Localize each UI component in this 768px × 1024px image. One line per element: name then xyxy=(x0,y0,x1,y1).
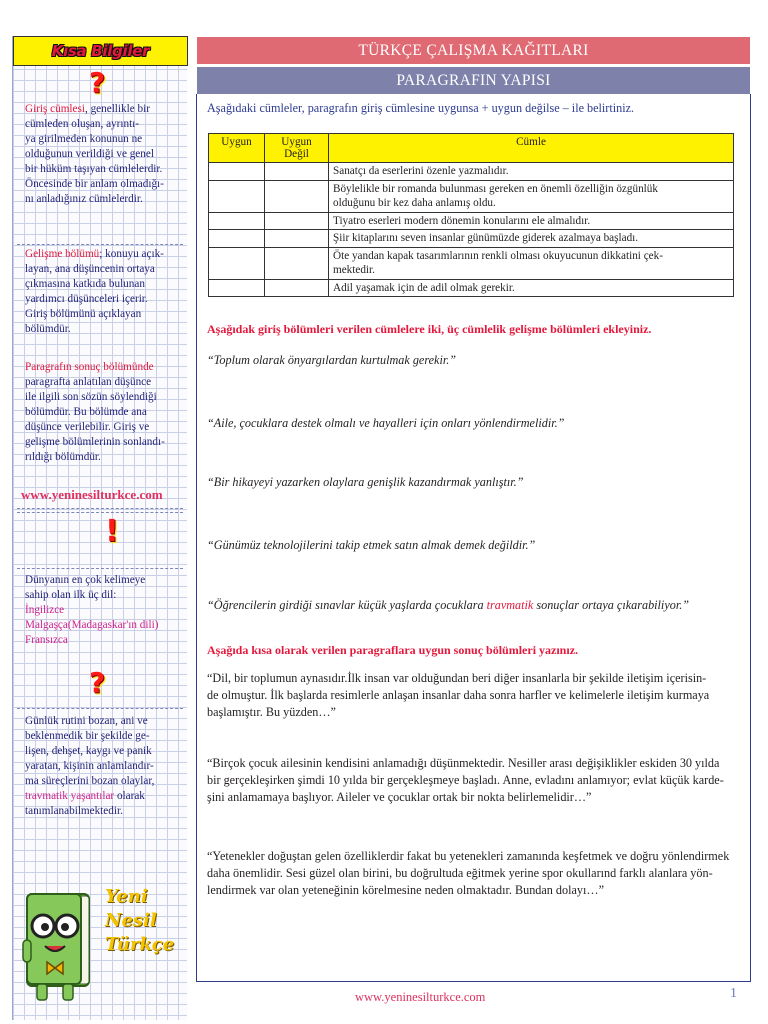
answer-cell-uygun[interactable] xyxy=(209,247,265,279)
sentence-cell: Tiyatro eserleri modern dönemin konularını ele almalıdır. xyxy=(329,212,734,230)
answer-cell-uygun[interactable] xyxy=(209,279,265,297)
gelisme-term: Gelişme bölümü xyxy=(25,248,100,260)
sentence-cell: Şiir kitaplarını seven insanlar günümüzde giderek azalmaya başladı. xyxy=(329,230,734,248)
paragraph-prompt: “Birçok çocuk ailesinin kendisini anlamadığı düşünmektedir. Nesiller arası değişiklikler eskiden 30 yılda bir gerçekleşirken şimdi 10 yılda bir gerçekleşmeye başladı. Anne, evladını anlamıyor; evlat küçük karde- şini anlamamaya başlıyor. Aileler ve çocuklar ortak bir nokta belirlemelidir…” xyxy=(207,756,724,804)
answer-cell-uygun-degil[interactable] xyxy=(265,230,329,248)
giris-term: Giriş cümlesi xyxy=(25,103,85,115)
table-row xyxy=(209,247,734,279)
brand-word-yeni: Yeni xyxy=(105,886,148,907)
sidebar-title: Kısa Bilgiler xyxy=(51,42,150,60)
answer-cell-uygun[interactable] xyxy=(209,163,265,181)
page-number: 1 xyxy=(730,986,737,1001)
section1-instruction: Aşağıdaki cümleler, paragrafın giriş cümlesine uygunsa + uygun değilse – ile belirtiniz. xyxy=(207,101,635,115)
question-mark-icon: ? xyxy=(89,66,106,99)
section2-instruction: Aşağıdak giriş bölümleri verilen cümlelere iki, üç cümlelik gelişme bölümleri ekleyiniz. xyxy=(207,322,652,336)
section3-instruction: Aşağıda kısa olarak verilen paragraflara uygun sonuç bölümleri yazınız. xyxy=(207,643,579,657)
table-row xyxy=(209,180,734,212)
divider xyxy=(17,708,183,709)
paragraph-prompt: “Dil, bir toplumun aynasıdır.İlk insan var olduğundan beri diğer insanlarla bir şekilde iletişim içerisin- de olmuştur. İlk başlarda resimlerle anlaşan insanlar daha sonra harfler ve kelimelerle iletişim kurmaya başlamıştır. Bu yüzden…” xyxy=(207,671,710,719)
answer-cell-uygun-degil[interactable] xyxy=(265,247,329,279)
table-row xyxy=(209,163,734,181)
question-mark-icon: ? xyxy=(89,666,106,699)
brand-word-turkce: Türkçe xyxy=(105,934,175,955)
table-row xyxy=(209,230,734,248)
paragraph-prompt: “Yetenekler doğuştan gelen özelliklerdir fakat bu yetenekleri zamanında keşfetmek ve doğru yönlendirmek daha önemlidir. Sesi güzel olan birini, bu doğrultuda eğitmek yerine spor okullarınd farklı alanlara yön- lendirmek var olan yeteneğinin körelmesine neden olmaktadır. Bundan dolayı…” xyxy=(207,849,730,897)
prompt-sentence: “Aile, çocuklara destek olmalı ve hayalleri için onları yönlendirmelidir.” xyxy=(207,416,565,430)
trauma-info: Günlük rutini bozan, ani ve beklenmedik bir şekilde ge- lişen, dehşet, kaygı ve panik yaratan, kişinin anlamlandır- ma süreçlerini bozan olaylar, travmatik yaşantılar olarak tanımlanabilmektedir. xyxy=(25,715,155,817)
sentence-cell: Öte yandan kapak tasarımlarının renkli olması okuyucunun dikkatini çek- mektedir. xyxy=(329,247,734,279)
worksheet-title: TÜRKÇE ÇALIŞMA KAĞITLARI xyxy=(197,37,750,64)
worksheet-subtitle: PARAGRAFIN YAPISI xyxy=(197,67,750,94)
table-row xyxy=(209,212,734,230)
sentence-cell: Sanatçı da eserlerini özenle yazmalıdır. xyxy=(329,163,734,181)
prompt-sentence: “Öğrencilerin girdiği sınavlar küçük yaşlarda çocuklara travmatik sonuçlar ortaya çıkarabiliyor.” xyxy=(207,598,690,612)
sentence-table xyxy=(208,133,734,297)
gelisme-info: Gelişme bölümü; konuyu açık- layan, ana düşüncenin ortaya çıkmasına katkıda bulunan yardımcı düşünceleri içerir. Giriş bölümünü açıklayan bölümdür. xyxy=(25,248,164,335)
divider xyxy=(17,244,183,245)
prompt-sentence: “Bir hikayeyi yazarken olaylara genişlik kazandırmak yanlıştır.” xyxy=(207,475,524,489)
info-sidebar xyxy=(12,36,187,1020)
table-header-row xyxy=(209,134,734,163)
divider xyxy=(17,508,183,509)
highlight-word: travmatik xyxy=(486,598,534,612)
prompt-sentence: “Günümüz teknolojilerini takip etmek satın almak demek değildir.” xyxy=(207,538,536,552)
sonuc-term: Paragrafın sonuç bölümünde xyxy=(25,361,154,373)
answer-cell-uygun-degil[interactable] xyxy=(265,279,329,297)
exclamation-icon: ! xyxy=(105,514,119,549)
table-row xyxy=(209,279,734,297)
header-uygun-degil: Uygun Değil xyxy=(265,134,329,163)
sidebar-website-link[interactable]: www.yeninesilturkce.com xyxy=(21,487,163,502)
answer-cell-uygun-degil[interactable] xyxy=(265,163,329,181)
prompt-sentence: “Toplum olarak önyargılardan kurtulmak gerekir.” xyxy=(207,353,457,367)
divider xyxy=(17,568,183,569)
answer-cell-uygun[interactable] xyxy=(209,230,265,248)
languages-info: Dünyanın en çok kelimeye sahip olan ilk üç dil: İngilizce Malgaşça(Madagaskar'ın dili) Fransızca xyxy=(25,574,159,646)
giris-info: Giriş cümlesi, genellikle bir cümleden oluşan, ayrıntı- ya girilmeden konunun ne olduğunun verildiği ve genel bir hüküm taşıyan cümlelerdir. Öncesinde bir anlam olmadığı- nı anladığınız cümlelerdir. xyxy=(25,103,164,205)
divider xyxy=(17,512,183,513)
answer-cell-uygun-degil[interactable] xyxy=(265,180,329,212)
header-uygun: Uygun xyxy=(209,134,265,163)
footer-website-link[interactable]: www.yeninesilturkce.com xyxy=(355,990,486,1004)
header-cumle: Cümle xyxy=(329,134,734,163)
brand-word-nesil: Nesil xyxy=(105,910,157,931)
answer-cell-uygun[interactable] xyxy=(209,212,265,230)
book-mascot-icon xyxy=(19,884,101,1004)
sentence-cell: Adil yaşamak için de adil olmak gerekir. xyxy=(329,279,734,297)
sidebar-title-box xyxy=(13,36,188,66)
answer-cell-uygun[interactable] xyxy=(209,180,265,212)
sonuc-info: Paragrafın sonuç bölümünde paragrafta anlatılan düşünce ile ilgili son sözün söylendiği bölümdür. Bu bölümde ana düşünce verilebilir. Giriş ve gelişme bölümlerinin sonlandı- rıldığı bölümdür. xyxy=(25,360,190,465)
answer-cell-uygun-degil[interactable] xyxy=(265,212,329,230)
sentence-cell: Böylelikle bir romanda bulunması gereken en önemli özelliğin özgünlük olduğunu bir kez daha anlamış oldu. xyxy=(329,180,734,212)
